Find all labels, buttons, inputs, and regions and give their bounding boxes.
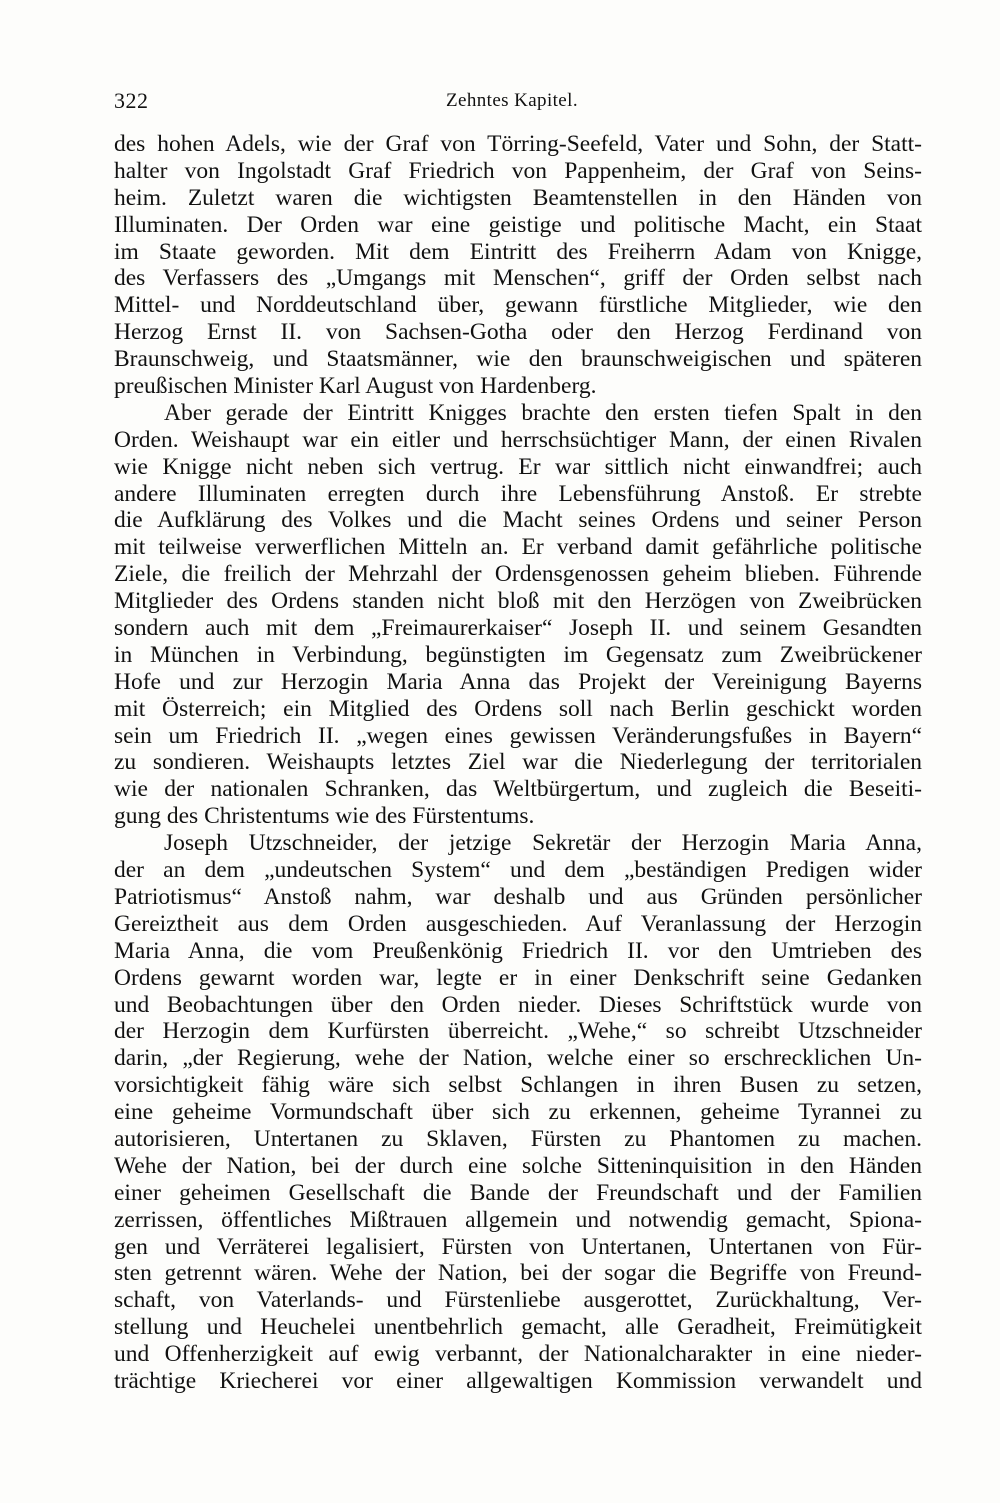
text-line: darin, „der Regierung, wehe der Nation, welche einer so erschrecklichen Un-	[114, 1045, 922, 1072]
text-line: der an dem „undeutschen System“ und dem „beständigen Predigen wider	[114, 857, 922, 884]
text-line: die Aufklärung des Volkes und die Macht seines Ordens und seiner Person	[114, 507, 922, 534]
paragraph-first-line: Joseph Utzschneider, der jetzige Sekretär der Herzogin Maria Anna,	[164, 830, 922, 857]
text-line: Ziele, die freilich der Mehrzahl der Ordensgenossen geheim blieben. Führende	[114, 561, 922, 588]
text-line: Maria Anna, die vom Preußenkönig Friedrich II. vor den Umtrieben des	[114, 937, 922, 964]
text-line: gung des Christentums wie des Fürstentums.	[114, 803, 535, 830]
text-line: Orden. Weishaupt war ein eitler und herrschsüchtiger Mann, der einen Rivalen	[114, 426, 922, 453]
text-line: des hohen Adels, wie der Graf von Törring-Seefeld, Vater und Sohn, der Statt-	[114, 131, 922, 157]
text-line: Mitglieder des Ordens standen nicht bloß mit den Herzögen von Zweibrücken	[114, 588, 922, 615]
text-line: Herzog Ernst II. von Sachsen-Gotha oder den Herzog Ferdinand von	[114, 319, 922, 346]
text-line: Gereiztheit aus dem Orden ausgeschieden. Auf Veranlassung der Herzogin	[114, 910, 922, 937]
text-line: Braunschweig, und Staatsmänner, wie den braunschweigischen und späteren	[114, 346, 922, 373]
running-head	[114, 88, 922, 118]
text-line: sten getrennt wären. Wehe der Nation, bei der sogar die Begriffe von Freund-	[114, 1260, 922, 1287]
chapter-title: Zehntes Kapitel.	[446, 90, 578, 111]
paragraph-first-line: Aber gerade der Eintritt Knigges brachte den ersten tiefen Spalt in den	[164, 399, 922, 426]
text-line: halter von Ingolstadt Graf Friedrich von Pappenheim, der Graf von Seins-	[114, 157, 922, 184]
text-line: in München in Verbindung, begünstigten im Gegensatz zum Zweibrückener	[114, 641, 922, 668]
text-line: zerrissen, öffentliches Mißtrauen allgemein und notwendig gemacht, Spiona-	[114, 1206, 922, 1233]
text-line: wie der nationalen Schranken, das Weltbürgertum, und zugleich die Beseiti-	[114, 776, 922, 803]
text-line: autorisieren, Untertanen zu Sklaven, Fürsten zu Phantomen zu machen.	[114, 1125, 922, 1152]
text-line: andere Illuminaten erregten durch ihre Lebensführung Anstoß. Er strebte	[114, 480, 922, 507]
text-line: wie Knigge nicht neben sich vertrug. Er war sittlich nicht einwandfrei; auch	[114, 453, 922, 480]
text-line: schaft, von Vaterlands- und Fürstenliebe ausgerottet, Zurückhaltung, Ver-	[114, 1287, 922, 1314]
text-line: des Verfassers des „Umgangs mit Menschen“, griff der Orden selbst nach	[114, 265, 922, 292]
text-line: Ordens gewarnt worden war, legte er in einer Denkschrift seine Gedanken	[114, 964, 922, 991]
text-line: vorsichtigkeit fähig wäre sich selbst Schlangen in ihren Busen zu setzen,	[114, 1072, 922, 1099]
page-number: 322	[114, 88, 149, 113]
text-line: und Beobachtungen über den Orden nieder. Dieses Schriftstück wurde von	[114, 991, 922, 1018]
text-line: mit teilweise verwerflichen Mitteln an. Er verband damit gefährliche politische	[114, 534, 922, 561]
text-line: eine geheime Vormundschaft über sich zu erkennen, geheime Tyrannei zu	[114, 1099, 922, 1126]
text-line: stellung und Heuchelei unentbehrlich gemacht, alle Geradheit, Freimütigkeit	[114, 1314, 922, 1341]
body-text	[114, 131, 922, 1395]
text-line: Wehe der Nation, bei der durch eine solche Sitteninquisition in den Händen	[114, 1152, 922, 1179]
text-line: und Offenherzigkeit auf ewig verbannt, der Nationalcharakter in eine nieder-	[114, 1341, 922, 1368]
text-line: zu sondieren. Weishaupts letztes Ziel war die Niederlegung der territorialen	[114, 749, 922, 776]
text-line: sein um Friedrich II. „wegen eines gewissen Veränderungsfußes in Bayern“	[114, 722, 922, 749]
text-line: sondern auch mit dem „Freimaurerkaiser“ Joseph II. und seinem Gesandten	[114, 615, 922, 642]
text-line: Mittel- und Norddeutschland über, gewann fürstliche Mitglieder, wie den	[114, 292, 922, 319]
text-line: Illuminaten. Der Orden war eine geistige und politische Macht, ein Staat	[114, 211, 922, 238]
text-line: heim. Zuletzt waren die wichtigsten Beamtenstellen in den Händen von	[114, 184, 922, 211]
text-line: mit Österreich; ein Mitglied des Ordens soll nach Berlin geschickt worden	[114, 695, 922, 722]
text-line: Patriotismus“ Anstoß nahm, war deshalb und aus Gründen persönlicher	[114, 883, 922, 910]
text-line: im Staate geworden. Mit dem Eintritt des Freiherrn Adam von Knigge,	[114, 238, 922, 265]
text-line: einer geheimen Gesellschaft die Bande der Freundschaft und der Familien	[114, 1179, 922, 1206]
text-line: der Herzogin dem Kurfürsten überreicht. „Wehe,“ so schreibt Utzschneider	[114, 1018, 922, 1045]
text-line: trächtige Kriecherei vor einer allgewaltigen Kommission verwandelt und	[114, 1367, 922, 1394]
text-line: preußischen Minister Karl August von Hardenberg.	[114, 373, 597, 400]
text-line: Hofe und zur Herzogin Maria Anna das Projekt der Vereinigung Bayerns	[114, 668, 922, 695]
text-line: gen und Verräterei legalisiert, Fürsten von Untertanen, Untertanen von Für-	[114, 1233, 922, 1260]
